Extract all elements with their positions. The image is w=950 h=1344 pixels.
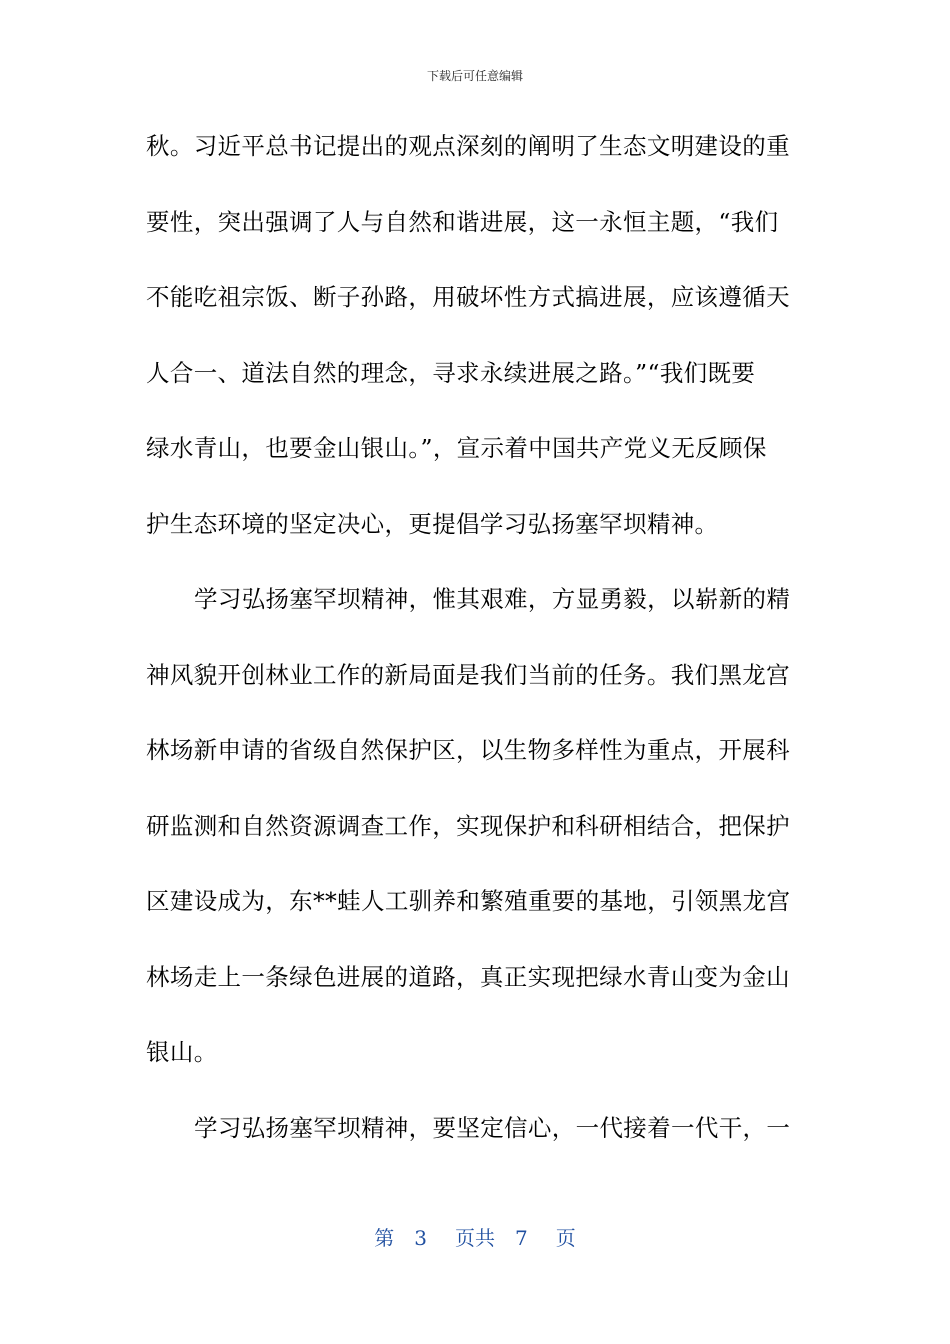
- paragraph-2-line: 林场走上一条绿色进展的道路，真正实现把绿水青山变为金山: [146, 962, 790, 991]
- page-header-note: 下载后可任意编辑: [426, 69, 523, 83]
- paragraph-1-line: 绿水青山，也要金山银山。”，宣示着中国共产党义无反顾保: [146, 434, 767, 462]
- paragraph-2-line: 区建设成为，东**蛙人工驯养和繁殖重要的基地，引领黑龙宫: [146, 887, 791, 915]
- footer-middle: 页共: [455, 1226, 495, 1250]
- page-footer: [0, 1224, 950, 1252]
- paragraph-1-line: 人合一、道法自然的理念，寻求永续进展之路。”“我们既要: [146, 358, 756, 387]
- footer-current-page: 3: [414, 1226, 427, 1250]
- document-body: [146, 118, 792, 1175]
- footer-total-pages: 7: [515, 1226, 528, 1250]
- paragraph-2-line: 学习弘扬塞罕坝精神，惟其艰难，方显勇毅，以崭新的精: [194, 585, 791, 613]
- footer-suffix: 页: [555, 1226, 576, 1250]
- paragraph-2-line: 神风貌开创林业工作的新局面是我们当前的任务。我们黑龙宫: [146, 660, 790, 689]
- footer-prefix: 第: [374, 1226, 395, 1250]
- paragraph-2-line: 研监测和自然资源调查工作，实现保护和科研相结合，把保护: [146, 811, 790, 840]
- paragraph-1-line: 要性，突出强调了人与自然和谐进展，这一永恒主题，“我们: [146, 207, 779, 236]
- paragraph-3-line: 学习弘扬塞罕坝精神，要坚定信心，一代接着一代干，一: [194, 1113, 791, 1142]
- paragraph-2-line: 林场新申请的省级自然保护区，以生物多样性为重点，开展科: [146, 736, 790, 764]
- paragraph-2-line: 银山。: [146, 1038, 218, 1066]
- paragraph-1-line: 秋。习近平总书记提出的观点深刻的阐明了生态文明建设的重: [146, 132, 790, 160]
- paragraph-1-line: 不能吃祖宗饭、断子孙路，用破坏性方式搞进展，应该遵循天: [146, 283, 790, 311]
- paragraph-1-line: 护生态环境的坚定决心，更提倡学习弘扬塞罕坝精神。: [146, 509, 719, 538]
